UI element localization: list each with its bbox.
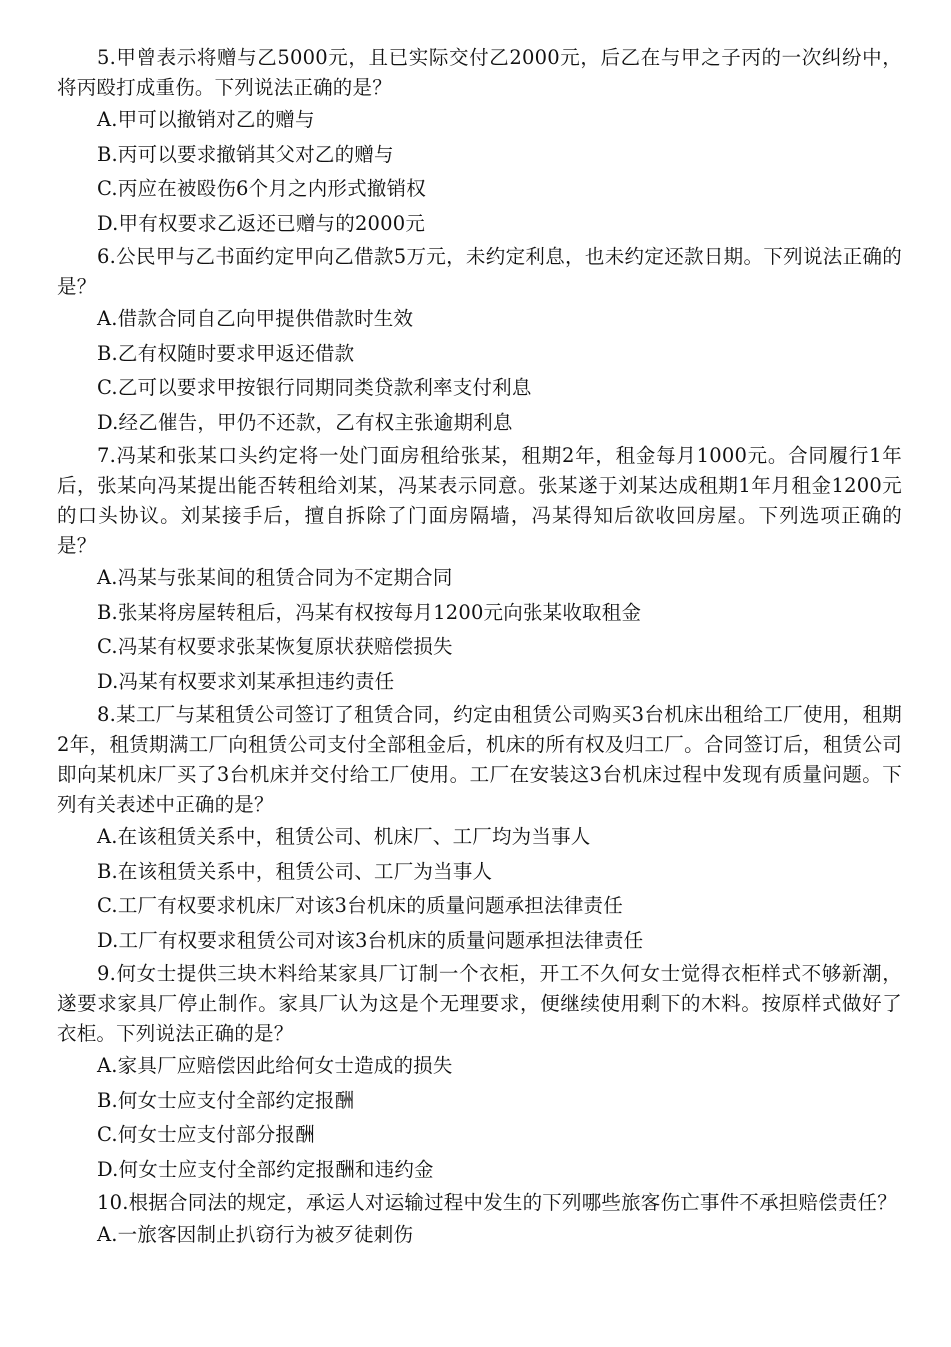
question-stem: 5.甲曾表示将赠与乙5000元，且已实际交付乙2000元，后乙在与甲之子丙的一次纠纷中，将丙殴打成重伤。下列说法正确的是？ — [57, 46, 902, 99]
option-d: D.甲有权要求乙返还已赠与的2000元 — [97, 211, 426, 235]
question-stem: 7.冯某和张某口头约定将一处门面房租给张某，租期2年，租金每月1000元。合同履行1年后，张某向冯某提出能否转租给刘某，冯某表示同意。张某遂于刘某达成租期1年月租金1200元的口头协议。刘某接手后，擅自拆除了门面房隔墙，冯某得知后欲收回房屋。下列选项正确的是？ — [57, 444, 902, 557]
question-7 — [57, 441, 902, 699]
option-a: A.家具厂应赔偿因此给何女士造成的损失 — [97, 1054, 453, 1077]
option-a: A.一旅客因制止扒窃行为被歹徒刺伤 — [97, 1223, 414, 1246]
option-a: A.在该租赁关系中，租赁公司、机床厂、工厂均为当事人 — [97, 825, 591, 848]
option-d: D.何女士应支付全部约定报酬和违约金 — [97, 1157, 434, 1181]
option-a: A.甲可以撤销对乙的赠与 — [97, 108, 315, 131]
question-stem: 10.根据合同法的规定，承运人对运输过程中发生的下列哪些旅客伤亡事件不承担赔偿责任？ — [97, 1191, 897, 1214]
option-c: C.工厂有权要求机床厂对该3台机床的质量问题承担法律责任 — [97, 894, 623, 917]
option-c: C.何女士应支付部分报酬 — [97, 1123, 315, 1146]
question-stem: 9.何女士提供三块木料给某家具厂订制一个衣柜，开工不久何女士觉得衣柜样式不够新潮，遂要求家具厂停止制作。家具厂认为这是个无理要求，便继续使用剩下的木料。按原样式做好了衣柜。下列说法正确的是？ — [57, 962, 902, 1045]
option-d: D.冯某有权要求刘某承担违约责任 — [97, 669, 395, 693]
option-a: A.借款合同自乙向甲提供借款时生效 — [97, 307, 414, 330]
question-stem: 8.某工厂与某租赁公司签订了租赁合同，约定由租赁公司购买3台机床出租给工厂使用，租期2年，租赁期满工厂向租赁公司支付全部租金后，机床的所有权及归工厂。合同签订后，租赁公司即向某机床厂买了3台机床并交付给工厂使用。工厂在安装这3台机床过程中发现有质量问题。下列有关表述中正确的是？ — [57, 703, 902, 816]
question-list — [57, 43, 902, 1253]
question-stem: 6.公民甲与乙书面约定甲向乙借款5万元，未约定利息，也未约定还款日期。下列说法正确的是？ — [57, 245, 902, 298]
option-c: C.丙应在被殴伤6个月之内形式撤销权 — [97, 177, 426, 200]
question-8 — [57, 700, 902, 958]
option-b: B.乙有权随时要求甲返还借款 — [97, 341, 355, 365]
question-5 — [57, 43, 902, 241]
question-10 — [57, 1188, 902, 1253]
option-c: C.乙可以要求甲按银行同期同类贷款利率支付利息 — [97, 376, 532, 399]
option-c: C.冯某有权要求张某恢复原状获赔偿损失 — [97, 635, 453, 658]
question-9 — [57, 959, 902, 1187]
option-d: D.经乙催告，甲仍不还款，乙有权主张逾期利息 — [97, 410, 513, 434]
question-6 — [57, 242, 902, 440]
option-b: B.何女士应支付全部约定报酬 — [97, 1088, 355, 1112]
option-a: A.冯某与张某间的租赁合同为不定期合同 — [97, 566, 453, 589]
option-b: B.张某将房屋转租后，冯某有权按每月1200元向张某收取租金 — [97, 600, 642, 624]
option-d: D.工厂有权要求租赁公司对该3台机床的质量问题承担法律责任 — [97, 928, 644, 952]
option-b: B.丙可以要求撤销其父对乙的赠与 — [97, 142, 394, 166]
option-b: B.在该租赁关系中，租赁公司、工厂为当事人 — [97, 859, 493, 883]
